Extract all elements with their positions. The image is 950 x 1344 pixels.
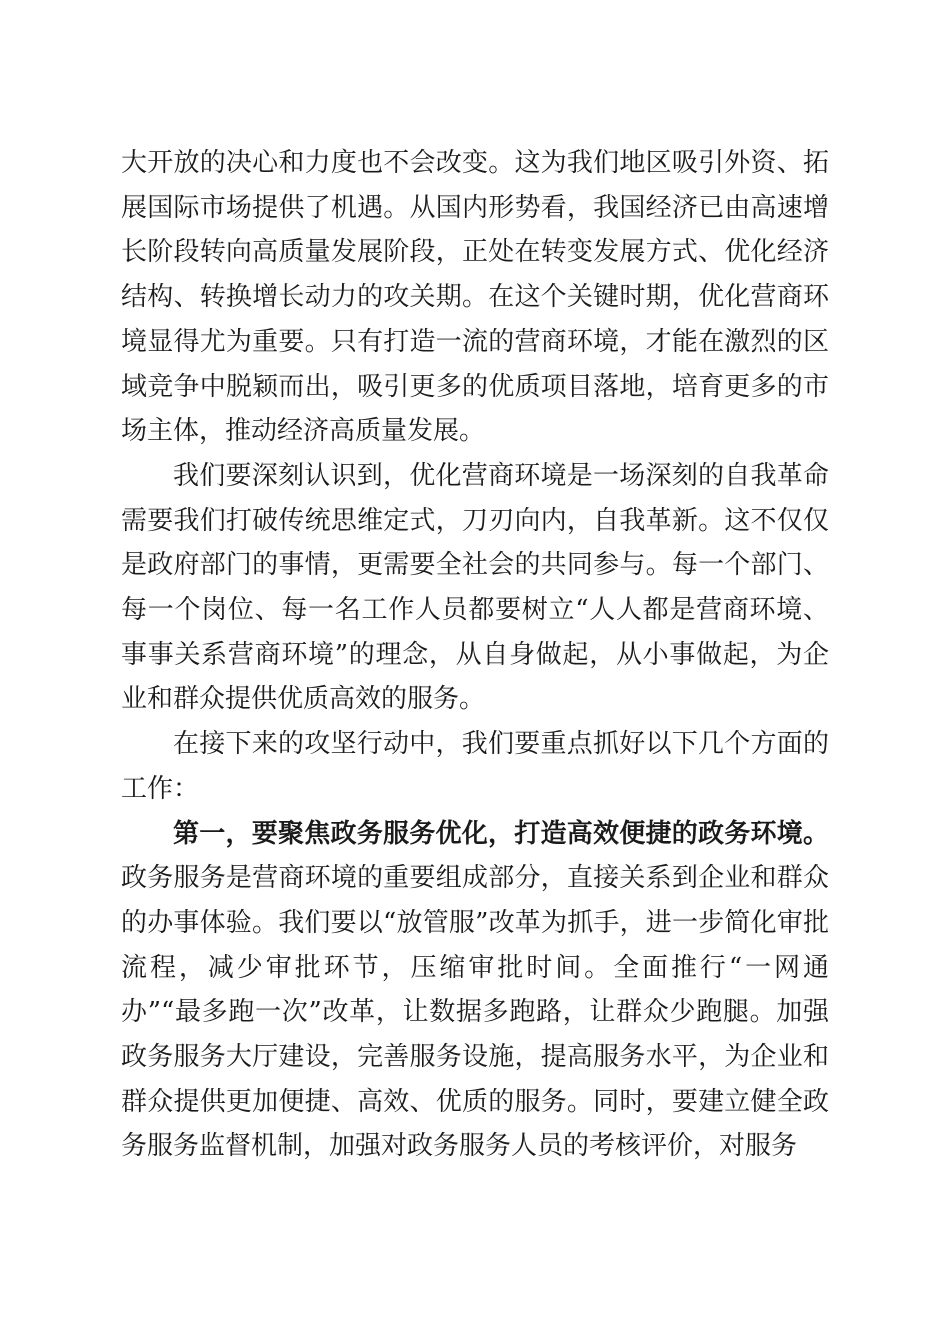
paragraph-2: 我们要深刻认识到，优化营商环境是一场深刻的自我革命需要我们打破传统思维定式，刀刃向内，自我革新。这不仅仅是政府部门的事情，更需要全社会的共同参与。每一个部门、每一个岗位、每一名工作人员都要树立“人人都是营商环境、事事关系营商环境”的理念，从自身做起，从小事做起，为企业和群众提供优质高效的服务。 (121, 460, 829, 715)
paragraph-1: 大开放的决心和力度也不会改变。这为我们地区吸引外资、拓展国际市场提供了机遇。从国内形势看，我国经济已由高速增长阶段转向高质量发展阶段，正处在转变发展方式、优化经济结构、转换增长动力的攻关期。在这个关键时期，优化营商环境显得尤为重要。只有打造一流的营商环境，才能在激烈的区域竞争中脱颖而出，吸引更多的优质项目落地，培育更多的市场主体，推动经济高质量发展。 (121, 148, 829, 447)
document-body (121, 141, 829, 1169)
paragraph-4-body: 政务服务是营商环境的重要组成部分，直接关系到企业和群众的办事体验。我们要以“放管服”改革为抓手，进一步简化审批流程，减少审批环节，压缩审批时间。全面推行“一网通办”“最多跑一次”改革，让数据多跑路，让群众少跑腿。加强政务服务大厅建设，完善服务设施，提高服务水平，为企业和群众提供更加便捷、高效、优质的服务。同时，要建立健全政务服务监督机制，加强对政务服务人员的考核评价，对服务 (121, 863, 829, 1162)
paragraph-4-lead: 第一，要聚焦政务服务优化，打造高效便捷的政务环境。 (173, 818, 829, 849)
paragraph-4 (121, 812, 829, 1170)
paragraph-3: 在接下来的攻坚行动中，我们要重点抓好以下几个方面的工作： (121, 729, 829, 804)
